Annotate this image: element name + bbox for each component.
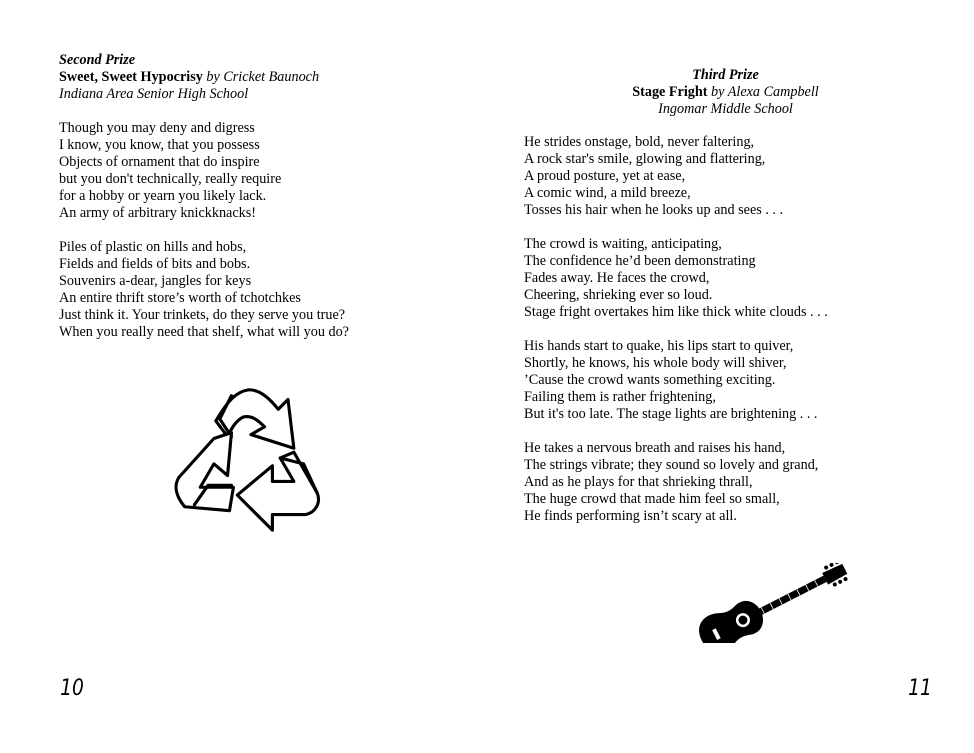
school-name: Ingomar Middle School [658,101,793,117]
poem-header-second-prize [59,52,319,103]
poem-line: An army of arbitrary knickknacks! [59,205,256,221]
poem-title: Stage Fright [632,84,708,100]
poem-line: When you really need that shelf, what will you do? [59,324,349,340]
poem-line: A rock star's smile, glowing and flattering, [524,151,766,167]
right-page [487,0,974,753]
stanza [524,236,828,321]
poem-line: He takes a nervous breath and raises his hand, [524,440,786,456]
poem-body [524,134,828,542]
poem-body [59,120,349,358]
poem-line: Shortly, he knows, his whole body will shiver, [524,355,787,371]
poem-line: Just think it. Your trinkets, do they serve you true? [59,307,346,323]
poem-line: Though you may deny and digress [59,120,255,136]
poem-line: Piles of plastic on hills and hobs, [59,239,247,255]
prize-label: Second Prize [59,52,136,68]
poem-line: He strides onstage, bold, never faltering, [524,134,755,150]
prize-label: Third Prize [692,67,759,83]
stanza [524,134,828,219]
poem-line: I know, you know, that you possess [59,137,260,153]
guitar-icon [693,563,849,643]
recycle-icon [170,380,328,536]
poem-line: The confidence he’d been demonstrating [524,253,756,269]
poem-line: Objects of ornament that do inspire [59,154,260,170]
poem-line: But it's too late. The stage lights are brightening . . . [524,406,818,422]
school-name: Indiana Area Senior High School [59,86,249,102]
poem-line: A comic wind, a mild breeze, [524,185,691,201]
poem-line: Fields and fields of bits and bobs. [59,256,251,272]
poem-title: Sweet, Sweet Hypocrisy [59,69,203,85]
poem-line: His hands start to quake, his lips start to quiver, [524,338,794,354]
poem-header-third-prize [617,67,834,118]
poem-author: by Alexa Campbell [711,84,819,100]
page-number: 11 [908,676,932,701]
poem-line: The huge crowd that made him feel so small, [524,491,780,507]
poem-line: for a hobby or yearn you likely lack. [59,188,267,204]
stanza [59,120,349,222]
poem-line: The strings vibrate; they sound so lovely and grand, [524,457,819,473]
poem-line: He finds performing isn’t scary at all. [524,508,737,524]
poem-line: An entire thrift store’s worth of tchotchkes [59,290,301,306]
poem-line: The crowd is waiting, anticipating, [524,236,722,252]
poem-line: A proud posture, yet at ease, [524,168,686,184]
poem-line: Stage fright overtakes him like thick white clouds . . . [524,304,828,320]
poem-line: Souvenirs a-dear, jangles for keys [59,273,252,289]
poem-line: but you don't technically, really require [59,171,282,187]
poem-line: Failing them is rather frightening, [524,389,716,405]
poem-line: Tosses his hair when he looks up and sees . . . [524,202,784,218]
stanza [524,440,828,525]
poem-author: by Cricket Baunoch [206,69,320,85]
title-line [59,69,319,86]
poem-line: And as he plays for that shrieking thrall, [524,474,753,490]
poem-line: Cheering, shrieking ever so loud. [524,287,713,303]
page-number: 10 [60,676,84,701]
poem-line: ’Cause the crowd wants something exciting. [524,372,776,388]
title-line [617,84,834,101]
stanza [524,338,828,423]
stanza [59,239,349,341]
poem-line: Fades away. He faces the crowd, [524,270,710,286]
